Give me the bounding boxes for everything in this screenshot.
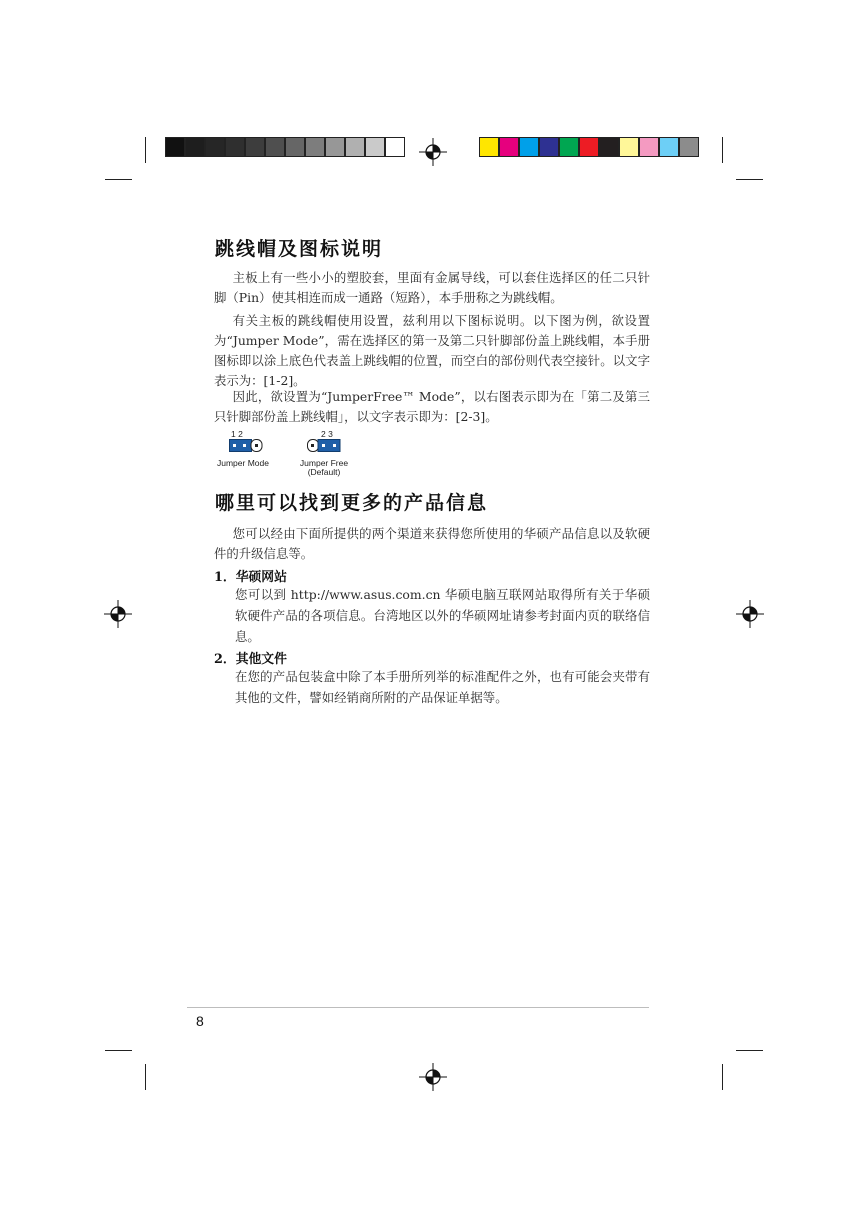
color-swatch: [185, 137, 205, 157]
jumper-free-label-line2: (Default): [307, 467, 341, 477]
jumper-mode-diagram-icon: [229, 439, 263, 453]
color-swatch: [205, 137, 225, 157]
registration-mark-icon: [419, 1063, 447, 1091]
color-swatch: [305, 137, 325, 157]
registration-mark-icon: [104, 600, 132, 628]
color-swatch: [519, 137, 539, 157]
color-swatch: [619, 137, 639, 157]
color-swatch: [659, 137, 679, 157]
list-item-body-other-docs: 在您的产品包装盒中除了本手册所列举的标准配件之外，也有可能会夹带有其他的文件，譬如经销商所附的产品保证单据等。: [235, 669, 650, 705]
color-swatch: [639, 137, 659, 157]
color-calibration-bar: [479, 137, 699, 159]
registration-mark-icon: [419, 138, 447, 166]
jumper-free-label: [297, 459, 351, 477]
color-swatch: [325, 137, 345, 157]
color-swatch: [579, 137, 599, 157]
gray-calibration-bar: [165, 137, 405, 159]
list-item-title-other-docs: 2．其他文件: [214, 652, 287, 667]
jumper-mode-label: Jumper Mode: [217, 458, 269, 468]
section-title-jumper-icons: 跳线帽及图标说明: [215, 238, 384, 260]
color-swatch: [385, 137, 405, 157]
list-item-title-asus-website: 1．华硕网站: [214, 570, 287, 585]
registration-mark-icon: [736, 600, 764, 628]
paragraph: 您可以经由下面所提供的两个渠道来获得您所使用的华硕产品信息以及软硬件的升级信息等。: [214, 526, 650, 561]
color-swatch: [559, 137, 579, 157]
paragraph: 因此，欲设置为“JumperFree™ Mode”，以右图表示即为在「第二及第三只针脚部份盖上跳线帽」，以文字表示即为：[2-3]。: [214, 389, 650, 424]
jumper-pin-numbers: 1 2: [231, 429, 243, 439]
color-swatch: [165, 137, 185, 157]
crop-mark: [736, 179, 763, 180]
color-swatch: [479, 137, 499, 157]
footer-divider: [187, 1007, 649, 1008]
color-swatch: [599, 137, 619, 157]
crop-mark: [105, 179, 132, 180]
crop-mark: [722, 137, 723, 163]
color-swatch: [365, 137, 385, 157]
crop-mark: [105, 1050, 132, 1051]
jumper-free-diagram-icon: [307, 439, 341, 453]
paragraph: 主板上有一些小小的塑胶套，里面有金属导线，可以套住选择区的任二只针脚（Pin）使其相连而成一通路（短路），本手册称之为跳线帽。: [214, 270, 650, 305]
jumper-free-label-line1: Jumper Free: [299, 458, 349, 468]
section-title-more-info: 哪里可以找到更多的产品信息: [215, 492, 489, 514]
color-swatch: [539, 137, 559, 157]
jumper-pin-numbers: 2 3: [321, 429, 333, 439]
crop-mark: [722, 1064, 723, 1090]
crop-mark: [145, 1064, 146, 1090]
color-swatch: [265, 137, 285, 157]
list-item-body-asus-website: 您可以到 http://www.asus.com.cn 华硕电脑互联网站取得所有关于华硕软硬件产品的各项信息。台湾地区以外的华硕网址请参考封面内页的联络信息。: [235, 587, 650, 644]
color-swatch: [245, 137, 265, 157]
color-swatch: [225, 137, 245, 157]
color-swatch: [499, 137, 519, 157]
crop-mark: [736, 1050, 763, 1051]
page-number: 8: [196, 1013, 204, 1029]
color-swatch: [345, 137, 365, 157]
crop-mark: [145, 137, 146, 163]
color-swatch: [285, 137, 305, 157]
paragraph: 有关主板的跳线帽使用设置，兹利用以下图标说明。以下图为例，欲设置为“Jumper Mode”，需在选择区的第一及第二只针脚部份盖上跳线帽，本手册图标即以涂上底色代表盖上跳线帽的位置，而空白的部份则代表空接针。以文字表示为：[1-2]。: [214, 313, 650, 388]
color-swatch: [679, 137, 699, 157]
